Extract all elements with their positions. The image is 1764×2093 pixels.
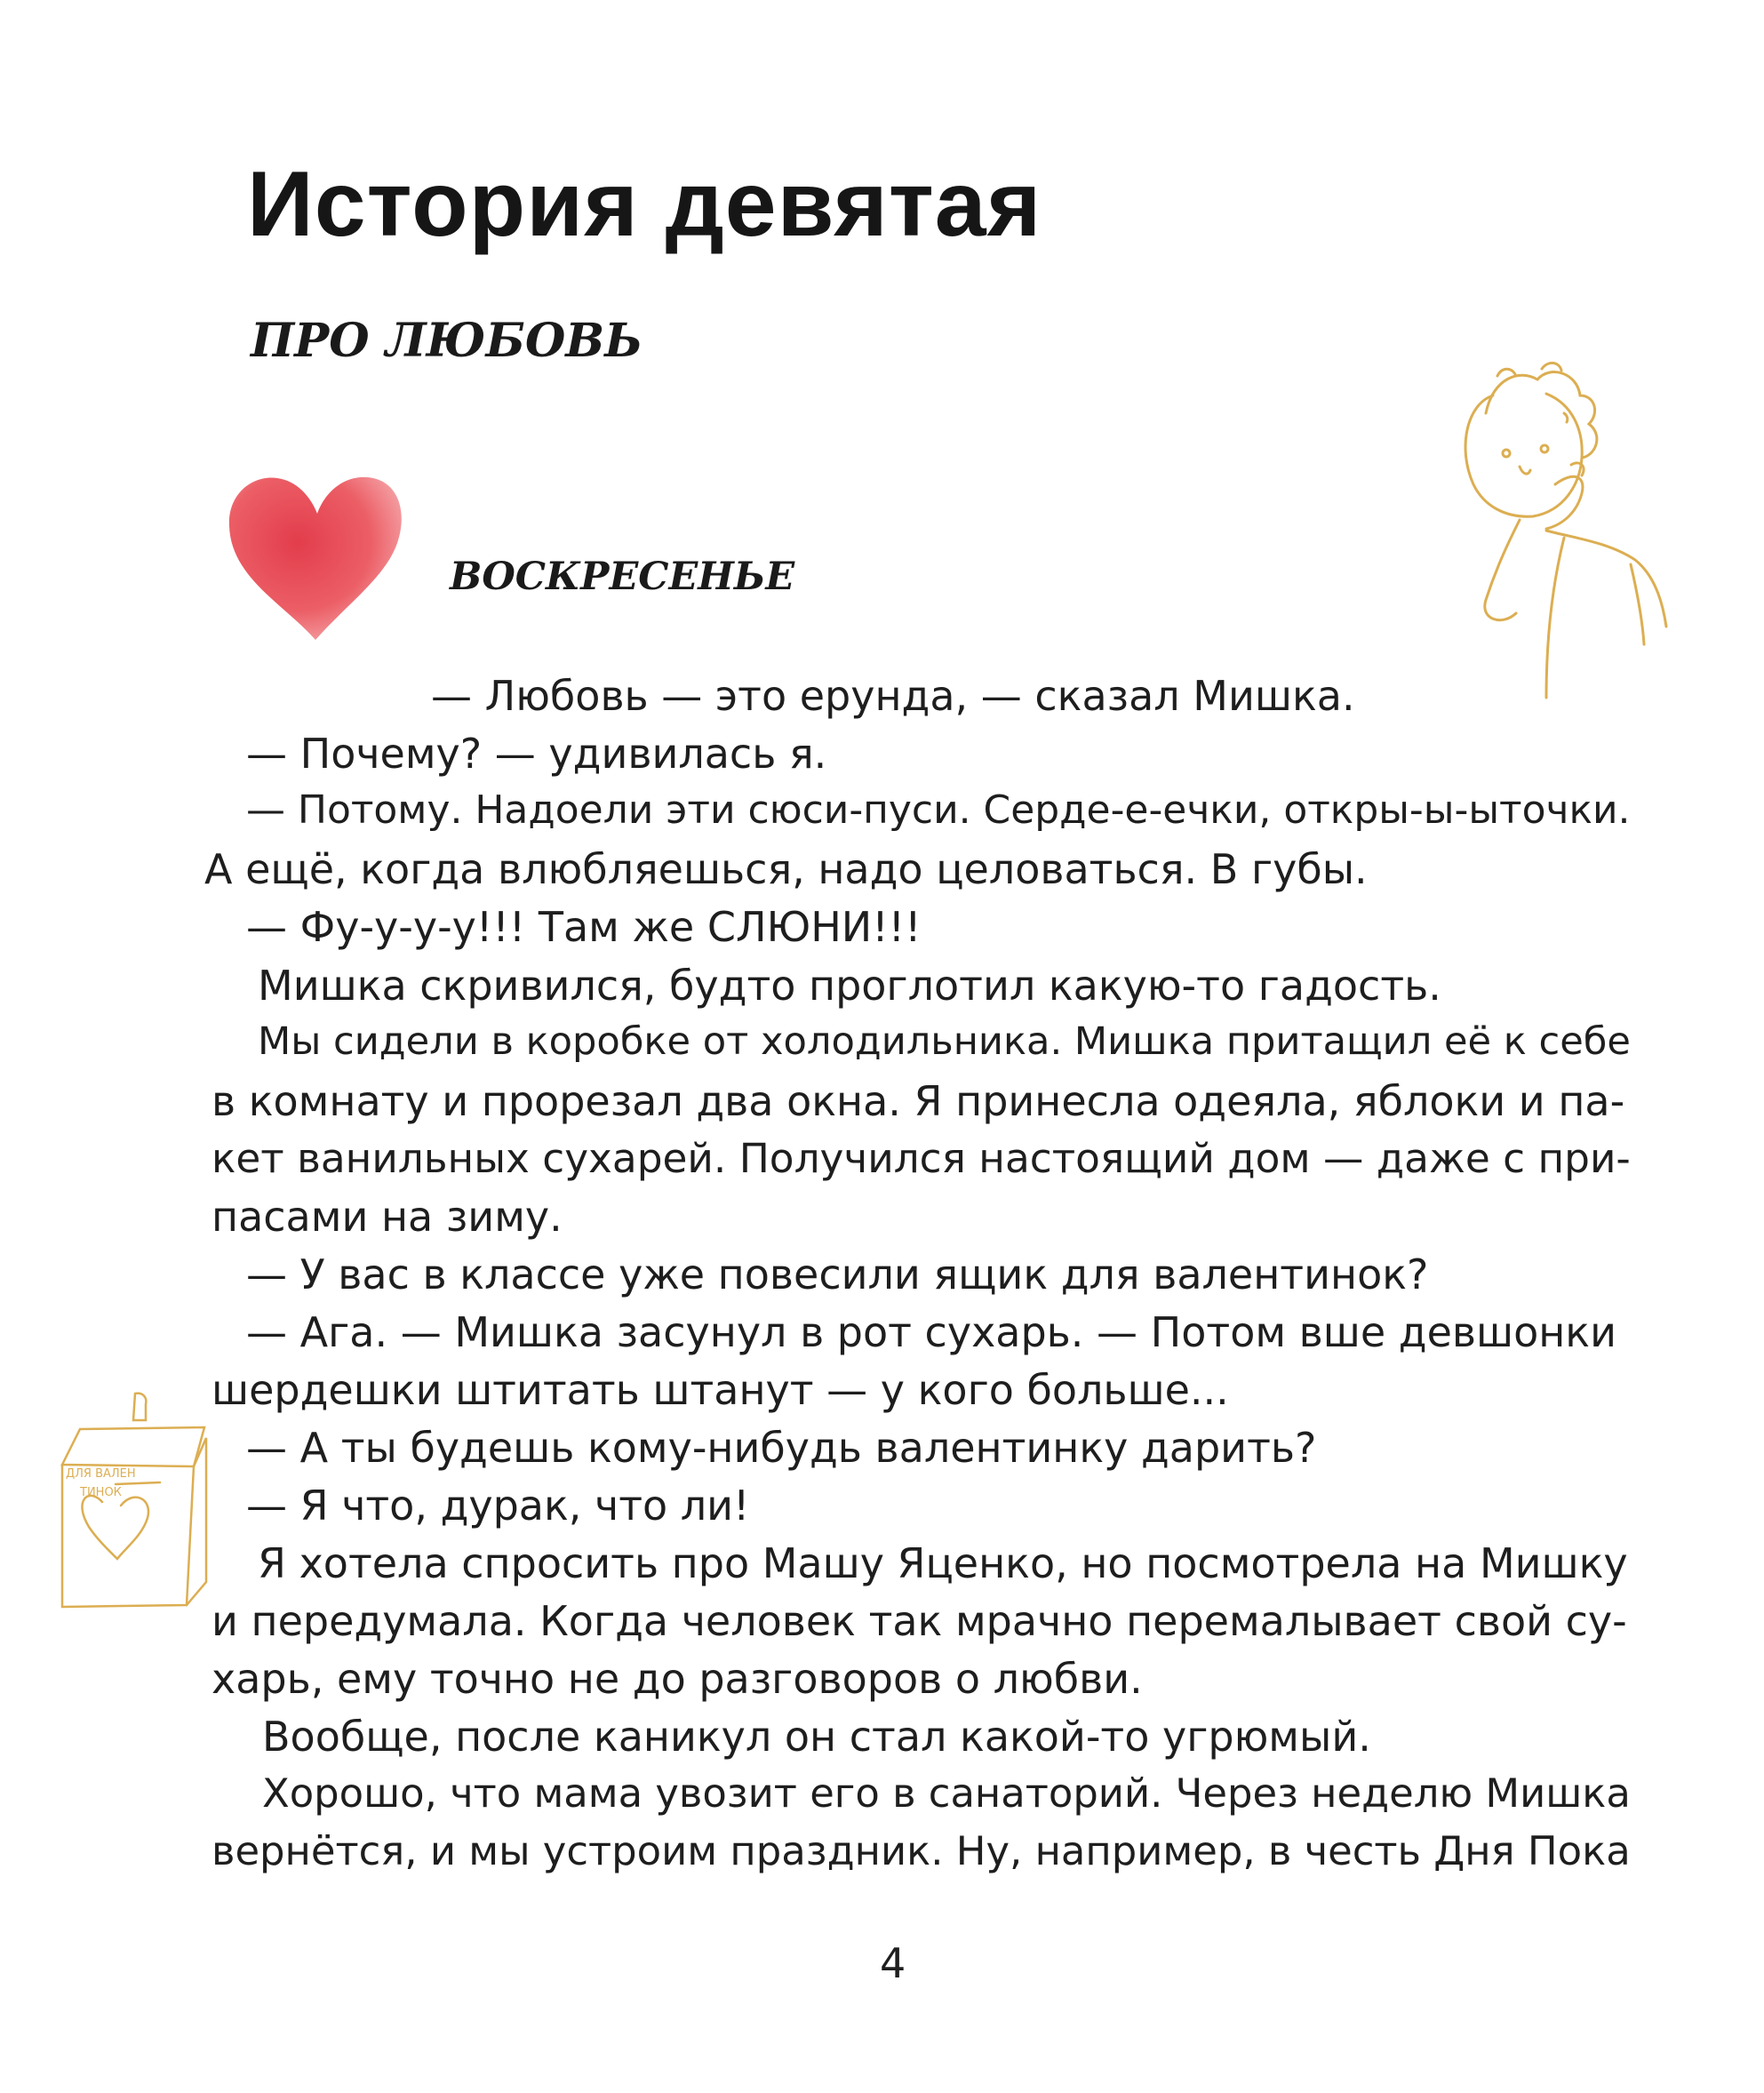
text-line: харь, ему точно не до разговоров о любви. bbox=[212, 1655, 1143, 1703]
text-line: пасами на зиму. bbox=[212, 1193, 563, 1241]
text-line: — А ты будешь кому-нибудь валентинку дарить? bbox=[246, 1424, 1317, 1472]
text-line: — У вас в классе уже повесили ящик для валентинок? bbox=[246, 1250, 1429, 1298]
text-line: — Ага. — Мишка засунул в рот сухарь. — Потом вше девшонки bbox=[246, 1308, 1616, 1356]
text-line: Я хотела спросить про Машу Яценко, но посмотрела на Мишку bbox=[258, 1539, 1628, 1587]
text-line: Мы сидели в коробке от холодильника. Мишка притащил её к себе bbox=[258, 1019, 1631, 1064]
day-heading: ВОСКРЕСЕНЬЕ bbox=[450, 555, 795, 599]
page-number: 4 bbox=[880, 1939, 906, 1987]
text-line: — Почему? — удивилась я. bbox=[246, 730, 827, 778]
text-line: в комнату и прорезал два окна. Я принесла одеяла, яблоки и па- bbox=[212, 1077, 1625, 1125]
text-line: и передумала. Когда человек так мрачно перемалывает свой су- bbox=[212, 1597, 1627, 1645]
text-line: — Любовь — это ерунда, — сказал Мишка. bbox=[431, 672, 1355, 720]
text-line: Вообще, после каникул он стал какой-то угрюмый. bbox=[262, 1713, 1371, 1761]
chapter-subtitle: ПРО ЛЮБОВЬ bbox=[251, 314, 643, 368]
text-line: — Фу-у-у-у!!! Там же СЛЮНИ!!! bbox=[246, 903, 922, 951]
text-line: А ещё, когда влюбляешься, надо целоваться. В губы. bbox=[204, 845, 1368, 893]
box-label-top: ДЛЯ ВАЛЕН bbox=[66, 1467, 136, 1481]
box-label-bottom: ТИНОК bbox=[80, 1486, 122, 1499]
watercolor-heart-icon bbox=[222, 471, 409, 649]
text-line: Мишка скривился, будто проглотил какую-то гадость. bbox=[258, 962, 1441, 1010]
chapter-title: История девятая bbox=[247, 153, 1042, 256]
text-line: кет ванильных сухарей. Получился настоящий дом — даже с при- bbox=[212, 1135, 1631, 1182]
text-line: Хорошо, что мама увозит его в санаторий. Через неделю Мишка bbox=[262, 1769, 1631, 1817]
boy-sketch-icon bbox=[1431, 360, 1697, 707]
text-line: вернётся, и мы устроим праздник. Ну, например, в честь Дня Пока bbox=[212, 1827, 1631, 1874]
valentine-box-icon bbox=[53, 1385, 213, 1620]
text-line: — Я что, дурак, что ли! bbox=[246, 1482, 750, 1530]
text-line: — Потому. Надоели эти сюси-пуси. Серде-е-ечки, откры-ы-ыточки. bbox=[246, 787, 1631, 833]
text-line: шердешки штитать штанут — у кого больше... bbox=[212, 1366, 1229, 1414]
